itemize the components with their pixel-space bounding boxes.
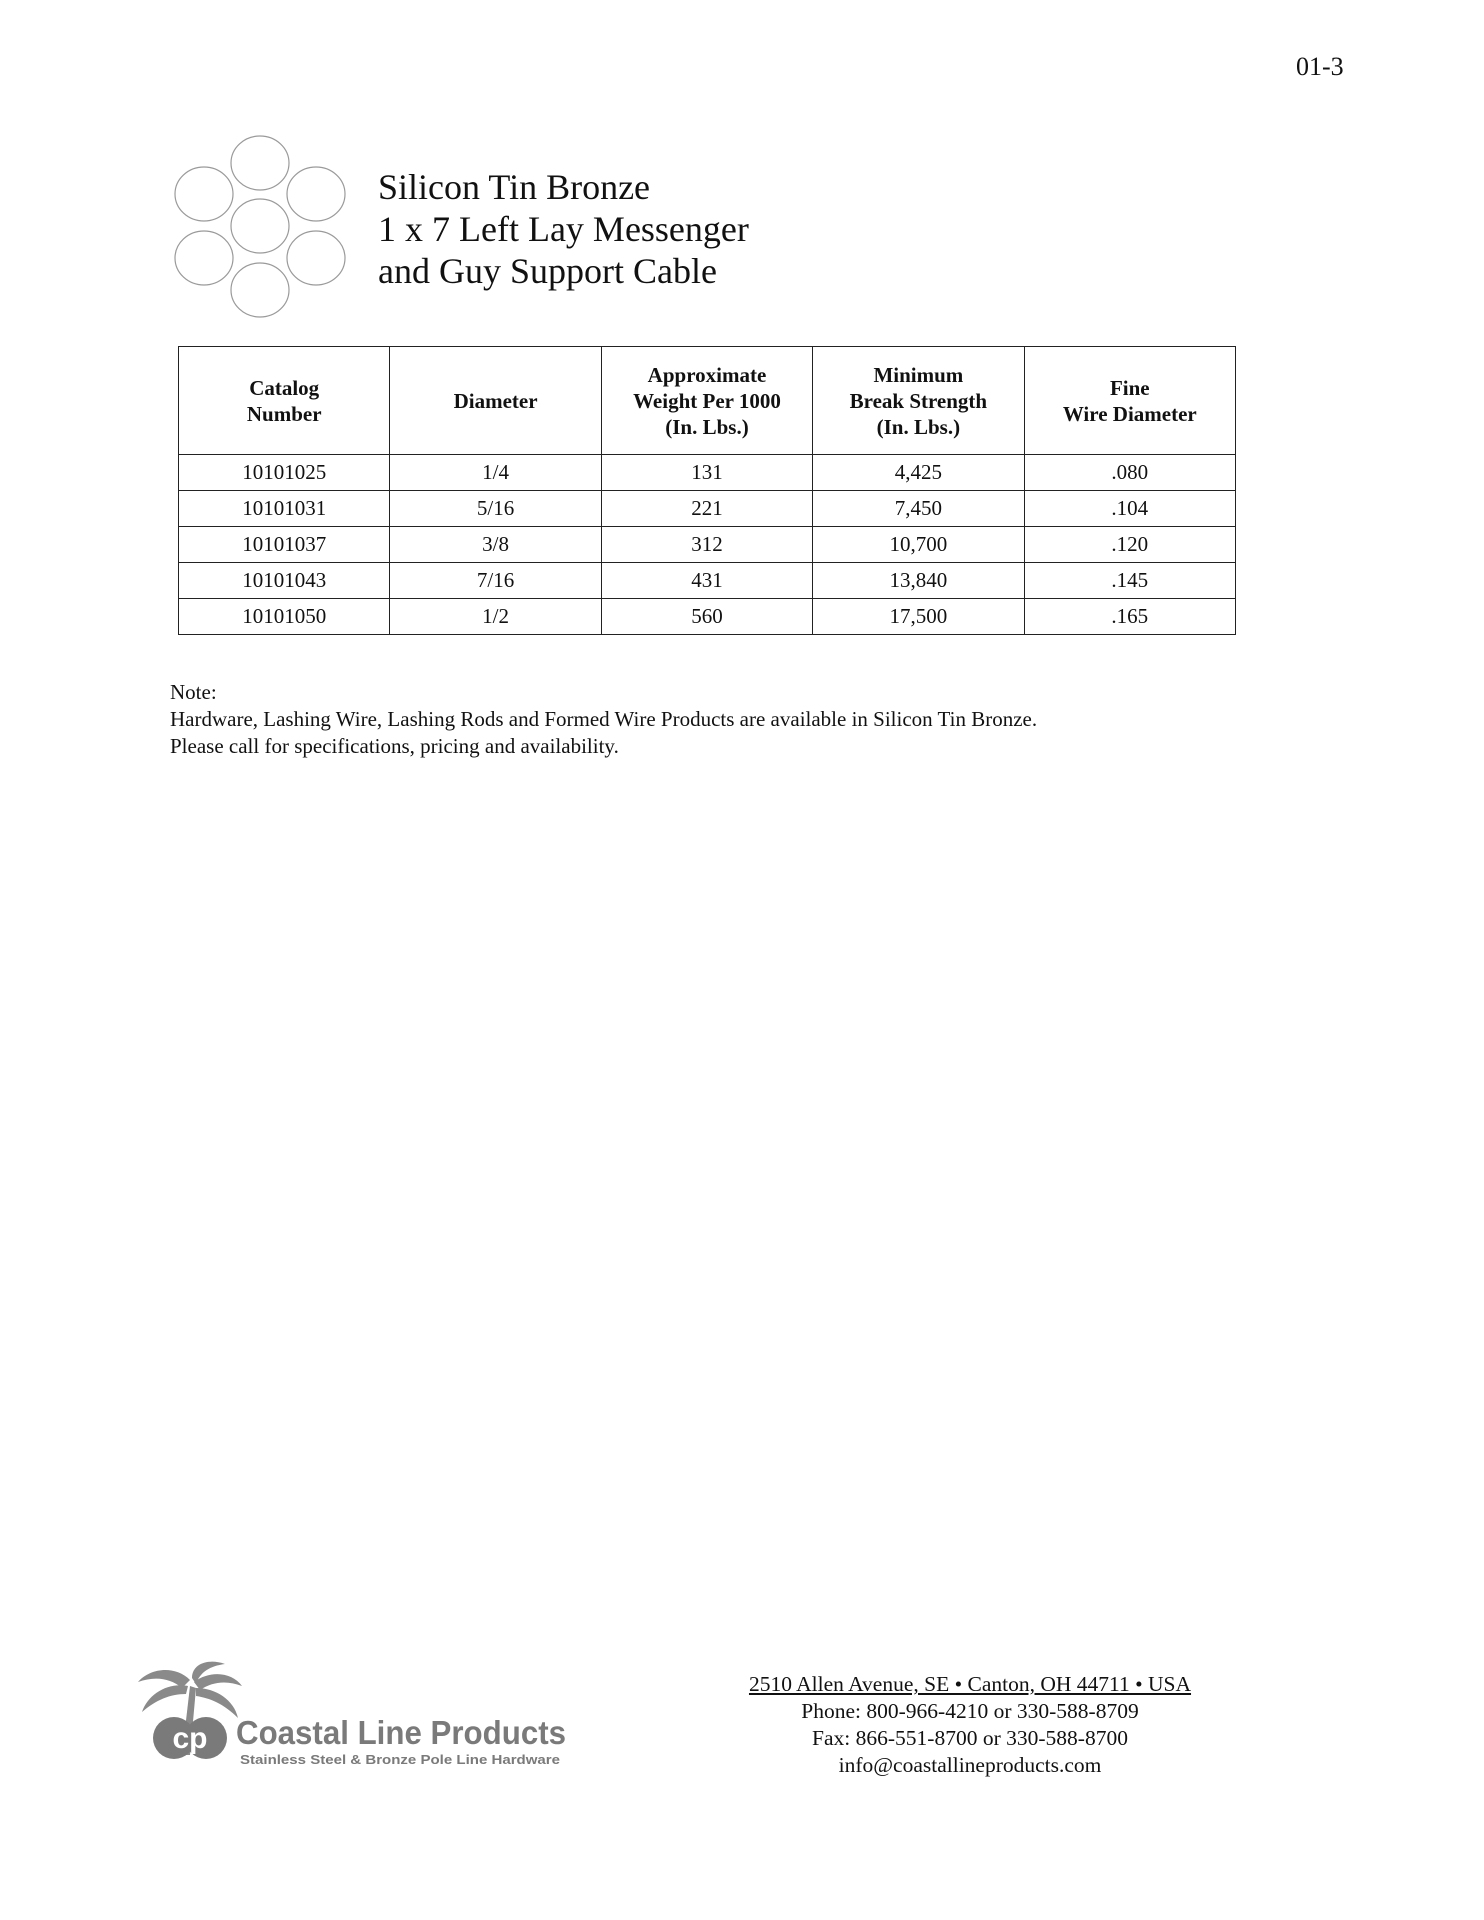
contact-phone: Phone: 800-966-4210 or 330-588-8709 (801, 1699, 1139, 1723)
header-diameter: Diameter (390, 347, 601, 455)
table-header-row (179, 347, 1236, 455)
cell-diameter: 7/16 (390, 563, 601, 599)
cell-catalog-number: 10101025 (179, 455, 390, 491)
table-row (179, 455, 1236, 491)
cell-break-strength: 13,840 (813, 563, 1024, 599)
cell-diameter: 1/4 (390, 455, 601, 491)
contact-address: 2510 Allen Avenue, SE • Canton, OH 44711 • USA (748, 1672, 1192, 1696)
specification-table (178, 346, 1236, 635)
svg-text:cp: cp (172, 1722, 208, 1755)
cell-weight: 431 (601, 563, 812, 599)
cell-break-strength: 10,700 (813, 527, 1024, 563)
note-block (170, 679, 1037, 760)
cell-weight: 221 (601, 491, 812, 527)
header-catalog-number: Catalog Number (179, 347, 390, 455)
cable-strand-icon (162, 133, 358, 323)
cell-diameter: 5/16 (390, 491, 601, 527)
cell-diameter: 1/2 (390, 599, 601, 635)
table-row (179, 491, 1236, 527)
product-title (378, 166, 749, 292)
cell-wire-diameter: .104 (1024, 491, 1235, 527)
cell-catalog-number: 10101043 (179, 563, 390, 599)
contact-block (700, 1671, 1240, 1779)
note-label: Note: (170, 680, 217, 704)
header-break-strength: Minimum Break Strength (In. Lbs.) (813, 347, 1024, 455)
table-row (179, 563, 1236, 599)
cell-wire-diameter: .165 (1024, 599, 1235, 635)
cp-mark-icon (153, 1717, 227, 1759)
company-logo (130, 1660, 590, 1775)
table-row (179, 527, 1236, 563)
cell-weight: 560 (601, 599, 812, 635)
header-weight: Approximate Weight Per 1000 (In. Lbs.) (601, 347, 812, 455)
cell-break-strength: 7,450 (813, 491, 1024, 527)
title-line-3: and Guy Support Cable (378, 251, 717, 291)
cell-catalog-number: 10101050 (179, 599, 390, 635)
table-row (179, 599, 1236, 635)
contact-fax: Fax: 866-551-8700 or 330-588-8700 (812, 1726, 1128, 1750)
cell-weight: 312 (601, 527, 812, 563)
page-number: 01-3 (1296, 52, 1344, 81)
logo-tagline: Stainless Steel & Bronze Pole Line Hardware (240, 1752, 560, 1767)
cell-wire-diameter: .145 (1024, 563, 1235, 599)
header-wire-diameter: Fine Wire Diameter (1024, 347, 1235, 455)
cell-break-strength: 17,500 (813, 599, 1024, 635)
cell-diameter: 3/8 (390, 527, 601, 563)
cell-catalog-number: 10101031 (179, 491, 390, 527)
note-line-1: Hardware, Lashing Wire, Lashing Rods and Formed Wire Products are available in Silicon Tin Bronze. (170, 707, 1038, 731)
title-line-1: Silicon Tin Bronze (378, 167, 651, 207)
cell-catalog-number: 10101037 (179, 527, 390, 563)
contact-email: info@coastallineproducts.com (838, 1753, 1102, 1777)
cell-wire-diameter: .080 (1024, 455, 1235, 491)
note-line-2: Please call for specifications, pricing and availability. (170, 734, 619, 758)
cell-wire-diameter: .120 (1024, 527, 1235, 563)
logo-company-name: Coastal Line Products (236, 1714, 566, 1751)
cell-break-strength: 4,425 (813, 455, 1024, 491)
cell-weight: 131 (601, 455, 812, 491)
title-line-2: 1 x 7 Left Lay Messenger (378, 209, 749, 249)
